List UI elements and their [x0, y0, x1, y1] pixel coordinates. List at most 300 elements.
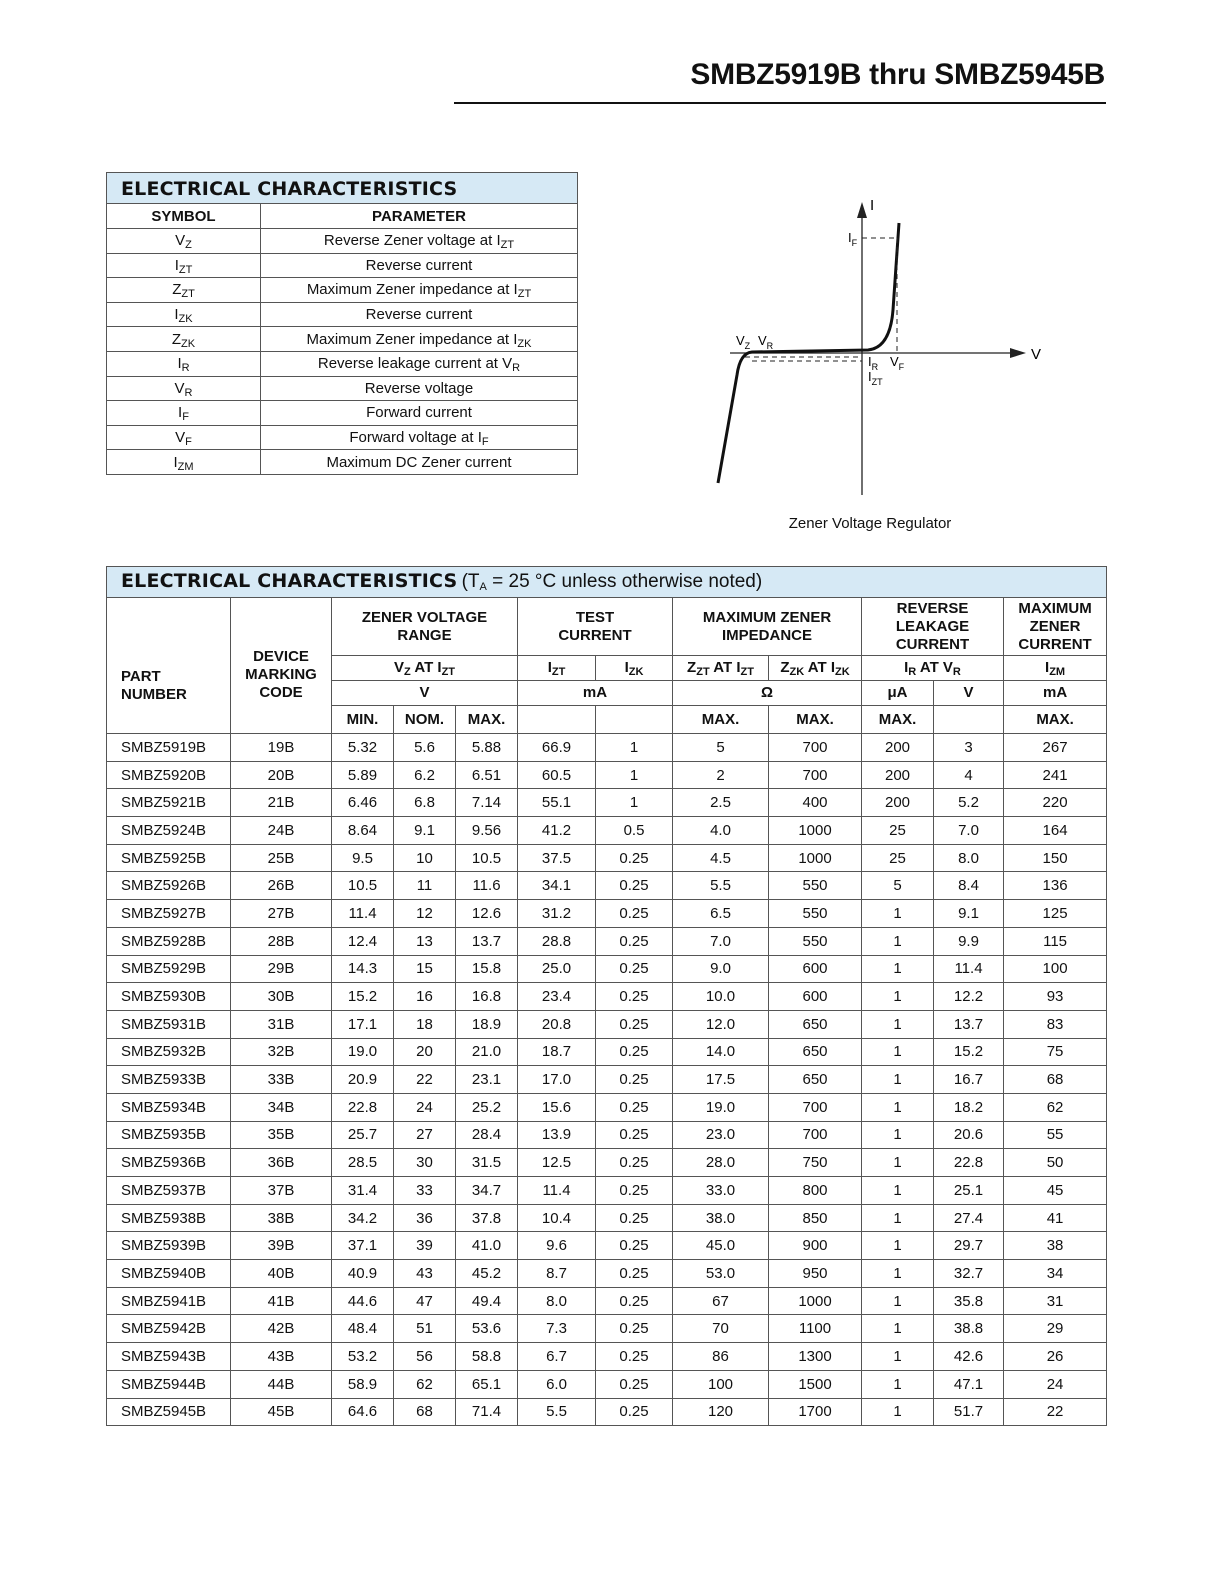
table-row — [107, 1204, 1107, 1232]
vz-nom-cell: 56 — [394, 1343, 456, 1371]
vz-nom-cell: 13 — [394, 927, 456, 955]
table-row — [107, 1149, 1107, 1177]
izk-cell: 0.25 — [596, 1093, 673, 1121]
table-row — [107, 1010, 1107, 1038]
izm-max-cell: 220 — [1004, 789, 1107, 817]
zzk-subheader: $Z_{ZK}$ AT $I_{ZK}$ — [769, 656, 862, 681]
zzk-max-cell: 1300 — [769, 1343, 862, 1371]
part-number-cell: SMBZ5942B — [107, 1315, 231, 1343]
v-axis-arrow — [1010, 348, 1026, 358]
izt-cell: 20.8 — [518, 1010, 596, 1038]
vr-cell: 12.2 — [934, 983, 1004, 1011]
symbol-cell: $I_R$ — [107, 351, 261, 376]
izm-max-cell: 41 — [1004, 1204, 1107, 1232]
table-row — [107, 1232, 1107, 1260]
zzk-max-cell: 900 — [769, 1232, 862, 1260]
vz-max-cell: 21.0 — [456, 1038, 518, 1066]
vr-cell: 29.7 — [934, 1232, 1004, 1260]
zzt-max-cell: 12.0 — [673, 1010, 769, 1038]
part-number-cell: SMBZ5932B — [107, 1038, 231, 1066]
label-max-zzt: MAX. — [673, 706, 769, 734]
izm-max-cell: 55 — [1004, 1121, 1107, 1149]
izm-max-cell: 26 — [1004, 1343, 1107, 1371]
unit-ma-izm: mA — [1004, 681, 1107, 706]
vz-min-cell: 10.5 — [332, 872, 394, 900]
zzk-max-cell: 1500 — [769, 1370, 862, 1398]
izt-cell: 55.1 — [518, 789, 596, 817]
table-row — [107, 789, 1107, 817]
vz-nom-cell: 15 — [394, 955, 456, 983]
ir-max-cell: 1 — [862, 955, 934, 983]
izt-cell: 31.2 — [518, 900, 596, 928]
izk-cell: 0.25 — [596, 1343, 673, 1371]
part-number-cell: SMBZ5931B — [107, 1010, 231, 1038]
vz-nom-cell: 33 — [394, 1177, 456, 1205]
vz-min-cell: 58.9 — [332, 1370, 394, 1398]
parameter-cell: Forward voltage at $I_F$ — [261, 425, 578, 450]
table-row — [107, 1343, 1107, 1371]
izm-max-cell: 29 — [1004, 1315, 1107, 1343]
zzt-max-cell: 5 — [673, 734, 769, 762]
zzt-max-cell: 2.5 — [673, 789, 769, 817]
vz-max-cell: 16.8 — [456, 983, 518, 1011]
marking-code-cell: 20B — [231, 761, 332, 789]
vr-cell: 20.6 — [934, 1121, 1004, 1149]
max-impedance-header: MAXIMUM ZENER IMPEDANCE — [673, 598, 862, 656]
vf-label: $V_F$ — [890, 354, 905, 372]
part-number-cell: SMBZ5930B — [107, 983, 231, 1011]
symbol-cell: $V_Z$ — [107, 229, 261, 254]
vr-cell: 42.6 — [934, 1343, 1004, 1371]
ir-max-cell: 1 — [862, 1177, 934, 1205]
vz-max-cell: 58.8 — [456, 1343, 518, 1371]
izm-subheader: $I_{ZM}$ — [1004, 656, 1107, 681]
izk-cell: 0.25 — [596, 1204, 673, 1232]
symbol-cell: $Z_{ZK}$ — [107, 327, 261, 352]
izk-cell: 0.25 — [596, 983, 673, 1011]
izm-max-cell: 150 — [1004, 844, 1107, 872]
ir-max-cell: 1 — [862, 1343, 934, 1371]
symbol-column-header: SYMBOL — [107, 204, 261, 229]
table-row — [107, 1287, 1107, 1315]
izm-max-cell: 22 — [1004, 1398, 1107, 1426]
unit-v: V — [332, 681, 518, 706]
ir-label: $I_R$ — [868, 354, 879, 372]
symbol-row — [107, 302, 578, 327]
table-row — [107, 761, 1107, 789]
part-number-cell: SMBZ5945B — [107, 1398, 231, 1426]
izk-cell: 0.25 — [596, 1260, 673, 1288]
if-label: $I_F$ — [848, 230, 858, 248]
izk-cell: 0.25 — [596, 1370, 673, 1398]
vr-label: $V_R$ — [758, 333, 774, 351]
zener-curve-svg — [690, 190, 1060, 510]
zzt-max-cell: 67 — [673, 1287, 769, 1315]
marking-code-cell: 31B — [231, 1010, 332, 1038]
vz-nom-cell: 9.1 — [394, 817, 456, 845]
ir-max-cell: 1 — [862, 1315, 934, 1343]
vz-min-cell: 6.46 — [332, 789, 394, 817]
zzk-max-cell: 950 — [769, 1260, 862, 1288]
zzt-max-cell: 100 — [673, 1370, 769, 1398]
vz-label: $V_Z$ — [736, 333, 751, 351]
ir-max-cell: 1 — [862, 1149, 934, 1177]
marking-code-cell: 40B — [231, 1260, 332, 1288]
vz-min-cell: 15.2 — [332, 983, 394, 1011]
zener-voltage-range-header: ZENER VOLTAGE RANGE — [332, 598, 518, 656]
marking-code-cell: 29B — [231, 955, 332, 983]
part-number-cell: SMBZ5936B — [107, 1149, 231, 1177]
parameter-cell: Reverse current — [261, 302, 578, 327]
vz-max-cell: 10.5 — [456, 844, 518, 872]
part-number-cell: SMBZ5924B — [107, 817, 231, 845]
zzt-max-cell: 120 — [673, 1398, 769, 1426]
izm-max-cell: 164 — [1004, 817, 1107, 845]
izk-cell: 0.25 — [596, 872, 673, 900]
marking-code-cell: 36B — [231, 1149, 332, 1177]
symbol-row — [107, 351, 578, 376]
vz-max-cell: 34.7 — [456, 1177, 518, 1205]
v-axis-label: V — [1031, 346, 1042, 363]
vz-max-cell: 18.9 — [456, 1010, 518, 1038]
vz-nom-cell: 27 — [394, 1121, 456, 1149]
marking-code-cell: 32B — [231, 1038, 332, 1066]
vz-nom-cell: 30 — [394, 1149, 456, 1177]
symbol-cell: $I_{ZK}$ — [107, 302, 261, 327]
symbol-row — [107, 401, 578, 426]
zzk-max-cell: 550 — [769, 927, 862, 955]
izk-cell: 1 — [596, 789, 673, 817]
izm-max-cell: 241 — [1004, 761, 1107, 789]
vz-nom-cell: 22 — [394, 1066, 456, 1094]
vz-min-cell: 44.6 — [332, 1287, 394, 1315]
zzk-max-cell: 550 — [769, 900, 862, 928]
izk-cell: 1 — [596, 761, 673, 789]
zzk-max-cell: 850 — [769, 1204, 862, 1232]
zzk-max-cell: 650 — [769, 1066, 862, 1094]
label-max-ir: MAX. — [862, 706, 934, 734]
unit-ua: μA — [862, 681, 934, 706]
vz-nom-cell: 62 — [394, 1370, 456, 1398]
table-row — [107, 927, 1107, 955]
table-row — [107, 955, 1107, 983]
izt-cell: 25.0 — [518, 955, 596, 983]
izt-cell: 66.9 — [518, 734, 596, 762]
table-row — [107, 1177, 1107, 1205]
parameter-cell: Maximum DC Zener current — [261, 450, 578, 475]
vz-max-cell: 5.88 — [456, 734, 518, 762]
unit-ma: mA — [518, 681, 673, 706]
table-row — [107, 1370, 1107, 1398]
marking-code-cell: 28B — [231, 927, 332, 955]
vr-cell: 47.1 — [934, 1370, 1004, 1398]
zzk-max-cell: 700 — [769, 761, 862, 789]
izt-cell: 6.0 — [518, 1370, 596, 1398]
izt-subheader: $I_{ZT}$ — [518, 656, 596, 681]
zzk-max-cell: 650 — [769, 1010, 862, 1038]
reverse-leakage-header: REVERSE LEAKAGE CURRENT — [862, 598, 1004, 656]
vz-min-cell: 40.9 — [332, 1260, 394, 1288]
label-max-izm: MAX. — [1004, 706, 1107, 734]
izm-max-cell: 24 — [1004, 1370, 1107, 1398]
vz-min-cell: 31.4 — [332, 1177, 394, 1205]
vz-nom-cell: 68 — [394, 1398, 456, 1426]
zzk-max-cell: 750 — [769, 1149, 862, 1177]
izk-cell: 0.5 — [596, 817, 673, 845]
zzt-max-cell: 2 — [673, 761, 769, 789]
vz-min-cell: 5.32 — [332, 734, 394, 762]
zzt-max-cell: 28.0 — [673, 1149, 769, 1177]
page-title: SMBZ5919B thru SMBZ5945B — [690, 58, 1105, 91]
table-row — [107, 817, 1107, 845]
vz-max-cell: 31.5 — [456, 1149, 518, 1177]
zzk-max-cell: 800 — [769, 1177, 862, 1205]
symbol-cell: $I_{ZT}$ — [107, 253, 261, 278]
marking-code-cell: 43B — [231, 1343, 332, 1371]
vz-min-cell: 8.64 — [332, 817, 394, 845]
vz-nom-cell: 47 — [394, 1287, 456, 1315]
ir-max-cell: 25 — [862, 844, 934, 872]
izt-cell: 12.5 — [518, 1149, 596, 1177]
izk-cell: 0.25 — [596, 1066, 673, 1094]
vz-min-cell: 64.6 — [332, 1398, 394, 1426]
ir-max-cell: 1 — [862, 1121, 934, 1149]
vz-max-cell: 41.0 — [456, 1232, 518, 1260]
izt-cell: 37.5 — [518, 844, 596, 872]
zzk-max-cell: 700 — [769, 1093, 862, 1121]
marking-code-cell: 26B — [231, 872, 332, 900]
parameter-cell: Reverse voltage — [261, 376, 578, 401]
zzk-max-cell: 600 — [769, 955, 862, 983]
ir-max-cell: 1 — [862, 983, 934, 1011]
vz-max-cell: 37.8 — [456, 1204, 518, 1232]
vr-cell: 32.7 — [934, 1260, 1004, 1288]
vr-cell: 5.2 — [934, 789, 1004, 817]
zzt-max-cell: 53.0 — [673, 1260, 769, 1288]
vr-cell: 8.0 — [934, 844, 1004, 872]
zzt-max-cell: 45.0 — [673, 1232, 769, 1260]
izk-cell: 0.25 — [596, 1038, 673, 1066]
izt-cell: 17.0 — [518, 1066, 596, 1094]
vr-cell: 9.9 — [934, 927, 1004, 955]
symbol-row — [107, 450, 578, 475]
ir-max-cell: 200 — [862, 761, 934, 789]
test-current-header: TEST CURRENT — [518, 598, 673, 656]
vz-min-cell: 28.5 — [332, 1149, 394, 1177]
table-row — [107, 1121, 1107, 1149]
symbol-row — [107, 278, 578, 303]
part-number-cell: SMBZ5940B — [107, 1260, 231, 1288]
symbol-row — [107, 327, 578, 352]
vr-cell: 4 — [934, 761, 1004, 789]
izt-cell: 10.4 — [518, 1204, 596, 1232]
izk-cell: 0.25 — [596, 1287, 673, 1315]
vr-cell: 9.1 — [934, 900, 1004, 928]
izm-max-cell: 45 — [1004, 1177, 1107, 1205]
marking-code-header: DEVICE MARKING CODE — [231, 598, 332, 734]
marking-code-cell: 37B — [231, 1177, 332, 1205]
ir-max-cell: 1 — [862, 900, 934, 928]
zzt-max-cell: 86 — [673, 1343, 769, 1371]
vz-max-cell: 53.6 — [456, 1315, 518, 1343]
vz-nom-cell: 43 — [394, 1260, 456, 1288]
izt-cell: 5.5 — [518, 1398, 596, 1426]
zzt-max-cell: 38.0 — [673, 1204, 769, 1232]
ir-max-cell: 1 — [862, 1287, 934, 1315]
izm-max-cell: 125 — [1004, 900, 1107, 928]
part-number-cell: SMBZ5943B — [107, 1343, 231, 1371]
marking-code-cell: 27B — [231, 900, 332, 928]
zzt-max-cell: 9.0 — [673, 955, 769, 983]
izt-cell: 9.6 — [518, 1232, 596, 1260]
vz-max-cell: 71.4 — [456, 1398, 518, 1426]
vr-cell: 22.8 — [934, 1149, 1004, 1177]
izm-max-cell: 62 — [1004, 1093, 1107, 1121]
izm-max-cell: 83 — [1004, 1010, 1107, 1038]
part-number-cell: SMBZ5941B — [107, 1287, 231, 1315]
vz-min-cell: 48.4 — [332, 1315, 394, 1343]
marking-code-cell: 41B — [231, 1287, 332, 1315]
vz-max-cell: 6.51 — [456, 761, 518, 789]
vz-nom-cell: 16 — [394, 983, 456, 1011]
vz-min-cell: 17.1 — [332, 1010, 394, 1038]
table-row — [107, 1398, 1107, 1426]
izk-cell: 1 — [596, 734, 673, 762]
part-number-cell: SMBZ5928B — [107, 927, 231, 955]
vz-min-cell: 25.7 — [332, 1121, 394, 1149]
symbol-cell: $V_F$ — [107, 425, 261, 450]
ir-max-cell: 1 — [862, 1010, 934, 1038]
vz-max-cell: 11.6 — [456, 872, 518, 900]
table-row — [107, 1260, 1107, 1288]
symbol-row — [107, 253, 578, 278]
izm-max-cell: 136 — [1004, 872, 1107, 900]
ir-max-cell: 1 — [862, 1038, 934, 1066]
zzk-max-cell: 400 — [769, 789, 862, 817]
vz-nom-cell: 18 — [394, 1010, 456, 1038]
marking-code-cell: 42B — [231, 1315, 332, 1343]
vr-cell: 27.4 — [934, 1204, 1004, 1232]
part-number-cell: SMBZ5926B — [107, 872, 231, 900]
zzt-max-cell: 17.5 — [673, 1066, 769, 1094]
part-number-cell: SMBZ5935B — [107, 1121, 231, 1149]
vz-nom-cell: 5.6 — [394, 734, 456, 762]
zzt-subheader: $Z_{ZT}$ AT $I_{ZT}$ — [673, 656, 769, 681]
symbol-row — [107, 425, 578, 450]
zzt-max-cell: 10.0 — [673, 983, 769, 1011]
zzt-max-cell: 4.0 — [673, 817, 769, 845]
marking-code-cell: 39B — [231, 1232, 332, 1260]
marking-code-cell: 45B — [231, 1398, 332, 1426]
symbol-table — [106, 172, 578, 475]
marking-code-cell: 30B — [231, 983, 332, 1011]
zzk-max-cell: 1000 — [769, 817, 862, 845]
izk-cell: 0.25 — [596, 1232, 673, 1260]
vz-nom-cell: 6.8 — [394, 789, 456, 817]
vz-min-cell: 14.3 — [332, 955, 394, 983]
izm-max-cell: 31 — [1004, 1287, 1107, 1315]
part-number-cell: SMBZ5919B — [107, 734, 231, 762]
vz-max-cell: 28.4 — [456, 1121, 518, 1149]
marking-code-cell: 21B — [231, 789, 332, 817]
part-number-cell: SMBZ5934B — [107, 1093, 231, 1121]
vz-min-cell: 37.1 — [332, 1232, 394, 1260]
vr-cell: 8.4 — [934, 872, 1004, 900]
symbol-row — [107, 376, 578, 401]
table-row — [107, 900, 1107, 928]
parameter-cell: Reverse current — [261, 253, 578, 278]
unit-v-reverse: V — [934, 681, 1004, 706]
ir-max-cell: 1 — [862, 1370, 934, 1398]
unit-ohm: Ω — [673, 681, 862, 706]
main-table-header — [107, 567, 1107, 598]
ir-max-cell: 1 — [862, 1093, 934, 1121]
izk-cell: 0.25 — [596, 844, 673, 872]
vz-max-cell: 65.1 — [456, 1370, 518, 1398]
vz-nom-cell: 36 — [394, 1204, 456, 1232]
vr-cell: 35.8 — [934, 1287, 1004, 1315]
electrical-characteristics-table — [106, 566, 1107, 1426]
izt-cell: 34.1 — [518, 872, 596, 900]
vr-cell: 7.0 — [934, 817, 1004, 845]
vz-max-cell: 25.2 — [456, 1093, 518, 1121]
part-number-cell: SMBZ5944B — [107, 1370, 231, 1398]
part-number-cell: SMBZ5925B — [107, 844, 231, 872]
marking-code-cell: 35B — [231, 1121, 332, 1149]
izm-max-cell: 50 — [1004, 1149, 1107, 1177]
izt-cell: 23.4 — [518, 983, 596, 1011]
izk-subheader: $I_{ZK}$ — [596, 656, 673, 681]
vz-min-cell: 9.5 — [332, 844, 394, 872]
vr-cell: 15.2 — [934, 1038, 1004, 1066]
part-number-header: PART NUMBER — [107, 598, 231, 734]
zzk-max-cell: 550 — [769, 872, 862, 900]
part-number-cell: SMBZ5939B — [107, 1232, 231, 1260]
zzt-max-cell: 14.0 — [673, 1038, 769, 1066]
max-zener-current-header: MAXIMUM ZENER CURRENT — [1004, 598, 1107, 656]
table-row — [107, 734, 1107, 762]
symbol-cell: $I_F$ — [107, 401, 261, 426]
parameter-cell: Maximum Zener impedance at $I_{ZT}$ — [261, 278, 578, 303]
table-row — [107, 1315, 1107, 1343]
vz-nom-cell: 20 — [394, 1038, 456, 1066]
vz-nom-cell: 51 — [394, 1315, 456, 1343]
zzk-max-cell: 600 — [769, 983, 862, 1011]
izt-cell: 18.7 — [518, 1038, 596, 1066]
zzt-max-cell: 4.5 — [673, 844, 769, 872]
symbol-cell: $Z_{ZT}$ — [107, 278, 261, 303]
vr-cell: 11.4 — [934, 955, 1004, 983]
label-max-zzk: MAX. — [769, 706, 862, 734]
izm-max-cell: 38 — [1004, 1232, 1107, 1260]
zzt-max-cell: 70 — [673, 1315, 769, 1343]
parameter-cell: Maximum Zener impedance at $I_{ZK}$ — [261, 327, 578, 352]
label-blank-vr — [934, 706, 1004, 734]
table-row — [107, 1093, 1107, 1121]
main-table-condition: ($T_A = 25$ °C unless otherwise noted) — [461, 571, 763, 593]
ir-max-cell: 5 — [862, 872, 934, 900]
izt-cell: 7.3 — [518, 1315, 596, 1343]
label-blank-izk — [596, 706, 673, 734]
ir-max-cell: 1 — [862, 1260, 934, 1288]
vz-nom-cell: 6.2 — [394, 761, 456, 789]
vr-cell: 38.8 — [934, 1315, 1004, 1343]
izt-cell: 8.7 — [518, 1260, 596, 1288]
symbol-row — [107, 229, 578, 254]
ir-at-vr-subheader: $I_R$ AT $V_R$ — [862, 656, 1004, 681]
zzt-max-cell: 33.0 — [673, 1177, 769, 1205]
part-number-cell: SMBZ5927B — [107, 900, 231, 928]
